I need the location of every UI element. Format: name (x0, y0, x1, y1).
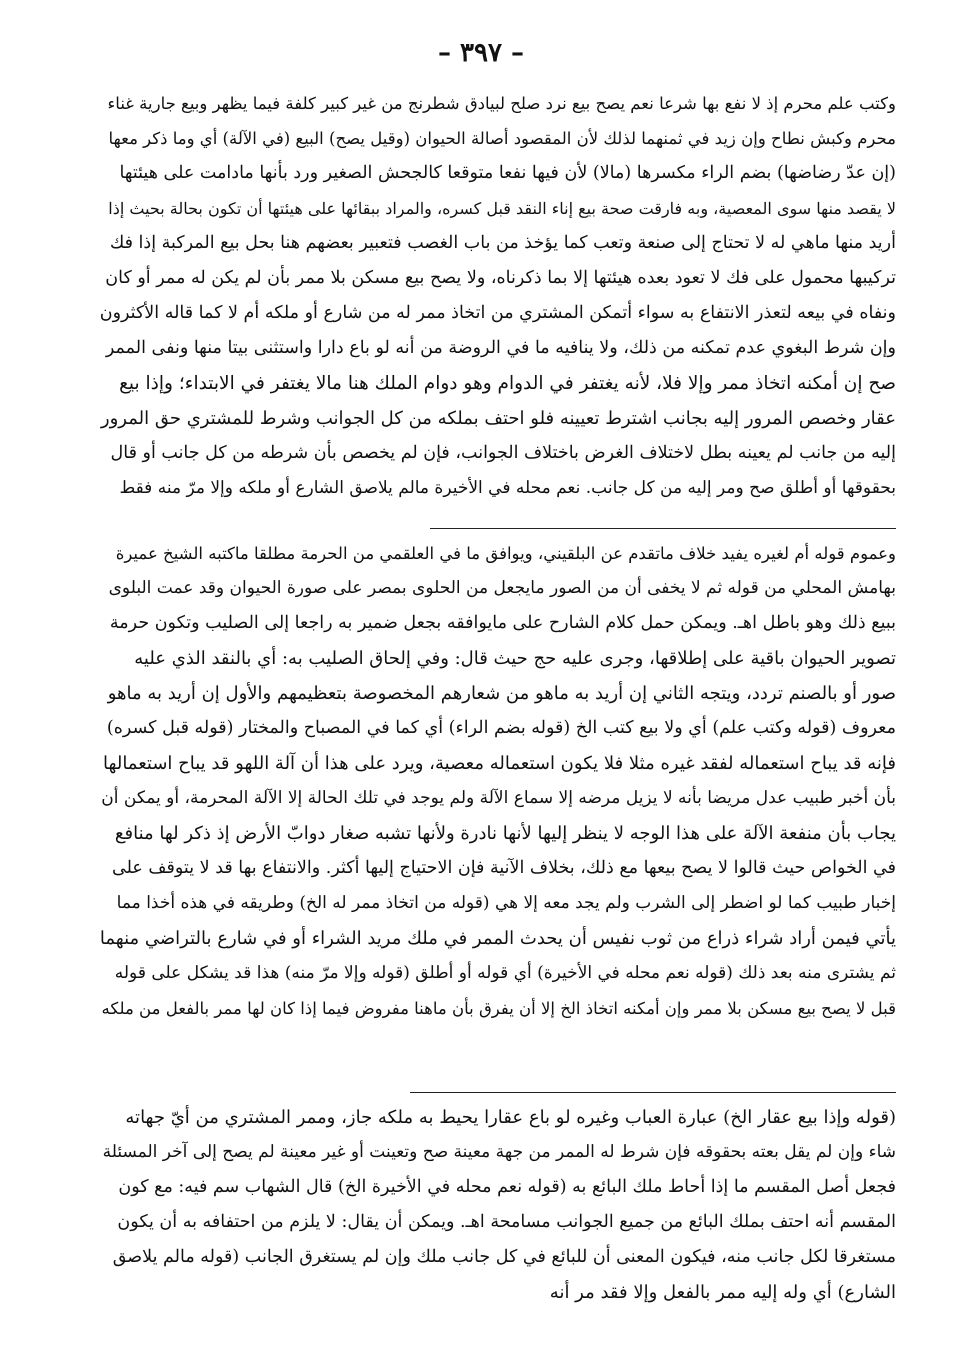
main-text-block (100, 86, 896, 506)
main-text-line: (إن عدّ رضاضها) بضم الراء مكسرها (مالا) لأن فيها نفعا متوقعا كالجحش الصغير ورد بأنها مادامت على هيئتها (119, 163, 896, 183)
commentary-line: صور أو بالصنم تردد، ويتجه الثاني إن أريد به ماهو من شعارهم المخصوصة بتعظيمهم والأول إن أريد به ماهو (107, 683, 896, 704)
footnote-line: شاء وإن لم يقل بعته بحقوقه فإن شرط له الممر من جهة معينة صح وتعينت أو غير معينة لم يصح إلى آخر المسئلة (102, 1142, 896, 1162)
commentary-line: يأتي فيمن أراد شراء ذراع من ثوب نفيس أن يحدث الممر في ملك مريد الشراء أو في شارع بالتراضي منهما (100, 928, 896, 949)
footnote-line: الشارع) أي وله إليه ممر بالفعل وإلا فقد مر أنه (549, 1282, 896, 1303)
main-text-line: إليه من جانب لم يعينه بطل لاختلاف الغرض باختلاف الجوانب، فإن لم يخصص بأن شرطه من كل جانب أو قال (110, 443, 896, 463)
main-text-line: ونفاه في بيعه لتعذر الانتفاع به سواء أتمكن المشتري من اتخاذ ممر له من شارع أو ملكه أم لا كما قاله الأكثرون (100, 303, 896, 323)
footnote-line: (قوله وإذا بيع عقار الخ) عبارة العباب وغيره لو باع عقارا يحيط به ملكه جاز، وممر المشتري من أيّ جهاته (125, 1107, 896, 1128)
main-text-line: وإن شرط البغوي عدم تمكنه من ذلك، ولا ينافيه ما في الروضة من أنه لو باع دارا واستثنى بيتا منها ونفى الممر (105, 338, 896, 358)
footnote-block (100, 1100, 896, 1310)
section-divider (430, 528, 896, 529)
main-text-line: وكتب علم محرم إذ لا نفع بها شرعا نعم يصح بيع نرد صلح لبيادق شطرنج من غير كبير كلفة فيما يظهر وبيع جارية غناء (107, 94, 896, 113)
commentary-line: ببيع ذلك وهو باطل اهـ. ويمكن حمل كلام الشارح على مايوافقه بجعل ضمير به راجعا إلى الصليب وتكون حرمة (109, 613, 896, 633)
commentary-line: يجاب بأن منفعة الآلة على هذا الوجه لا ينظر إليها لأنها نادرة ولأنها تشبه صغار دوابّ الأرض إذ ذكر لها منافع (114, 823, 896, 844)
footnote-line: مستغرقا لكل جانب منه، فيكون المعنى أن للبائع في كل جانب ملك وإن لم يستغرق الجانب (قوله مالم يلاصق (112, 1247, 896, 1267)
footnote-line: فجعل أصل المقسم ما إذا أحاط ملك البائع به (قوله نعم محله في الأخيرة الخ) قال الشهاب سم فيه: مع كون (118, 1177, 896, 1197)
commentary-line: إخبار طبيب كما لو اضطر إلى الشرب ولم يجد معه إلا هي (قوله من اتخاذ ممر له الخ) وطريقه في هذه أخذا مما (116, 893, 896, 913)
commentary-block (100, 536, 896, 1026)
main-text-line: صح إن أمكنه اتخاذ ممر وإلا فلا، لأنه يغتفر في الدوام وهو دوام الملك هنا مالا يغتفر في الابتداء؛ وإذا بيع (119, 373, 896, 394)
commentary-line: معروف (قوله وكتب علم) أي ولا بيع كتب الخ (قوله بضم الراء) أي كما في المصباح والمختار (قوله قبل كسره) (106, 718, 896, 738)
commentary-line: ثم يشترى منه بعد ذلك (قوله نعم محله في الأخيرة) أي قوله أو أطلق (قوله وإلا مرّ منه) هذا قد يشكل على قوله (114, 963, 896, 983)
commentary-line: قبل لا يصح بيع مسكن بلا ممر وإن أمكنه اتخاذ الخ إلا أن يفرق بأن ماهنا مفروض فيما إذا كان لها ممر بالفعل من ملكه (101, 999, 896, 1018)
section-divider (410, 1092, 896, 1093)
commentary-line: وعموم قوله أم لغيره يفيد خلاف ماتقدم عن البلقيني، ويوافق ما في العلقمي من الحرمة مطلقا ماكتبه الشيخ عميرة (115, 544, 896, 563)
commentary-line: في الخواص حيث قالوا لا يصح بيعها مع ذلك، بخلاف الآنية فإن الاحتياج إليها أكثر. والانتفاع بها قد لا يتوقف على (112, 858, 896, 878)
main-text-line: بحقوقها أو أطلق صح ومر إليه من كل جانب. نعم محله في الأخيرة مالم يلاصق الشارع أو ملكه وإلا مرّ منه فقط (119, 478, 896, 498)
commentary-line: بهامش المحلي من قوله ثم لا يخفى أن من الصور مايجعل من الحلوى بمصر على صورة الحيوان وقد عمت البلوى (108, 578, 896, 598)
main-text-line: لا يقصد منها سوى المعصية، وبه فارقت صحة بيع إناء النقد قبل كسره، والمراد ببقائها على هيئتها أن تكون بحالة بحيث إذا (108, 199, 896, 218)
footnote-line: المقسم أنه احتف بملك البائع من جميع الجوانب مسامحة اهـ. ويمكن أن يقال: لا يلزم من احتفافه به أن يكون (117, 1212, 896, 1232)
page-number: – ٣٩٧ – (437, 38, 525, 68)
commentary-line: فإنه قد يباح استعماله لفقد غيره مثلا فلا يكون استعماله معصية، ويرد على هذا أن آلة اللهو قد يباح استعمالها (103, 753, 896, 774)
main-text-line: تركيبها محمول على فك لا تعود بعده هيئتها إلا بما ذكرناه، ولا يصح بيع مسكن بلا ممر بأن لم يكن له ممر أو كان (105, 268, 896, 288)
commentary-line: بأن أخبر طبيب عدل مريضا بأنه لا يزيل مرضه إلا سماع الآلة ولم يوجد في تلك الحالة إلا الآلة المحرمة، أو يمكن أن (101, 788, 896, 808)
main-text-line: محرم وكبش نطاح وإن زيد في ثمنهما لذلك لأن المقصود أصالة الحيوان (وقيل يصح) البيع (في الآلة) أي وما ذكر معها (108, 129, 896, 148)
main-text-line: أريد منها ماهي له لا تحتاج إلى صنعة وتعب كما يؤخذ من باب الغصب فتعبير بعضهم هنا بحل بيع المركبة إذا فك (109, 233, 896, 253)
commentary-line: تصوير الحيوان باقية على إطلاقها، وجرى عليه حج حيث قال: وفي إلحاق الصليب به: أي بالنقد الذي عليه (134, 648, 896, 669)
main-text-line: عقار وخصص المرور إليه بجانب اشترط تعيينه فلو احتف بملكه من كل الجوانب وشرط للمشتري حق المرور (100, 408, 896, 429)
